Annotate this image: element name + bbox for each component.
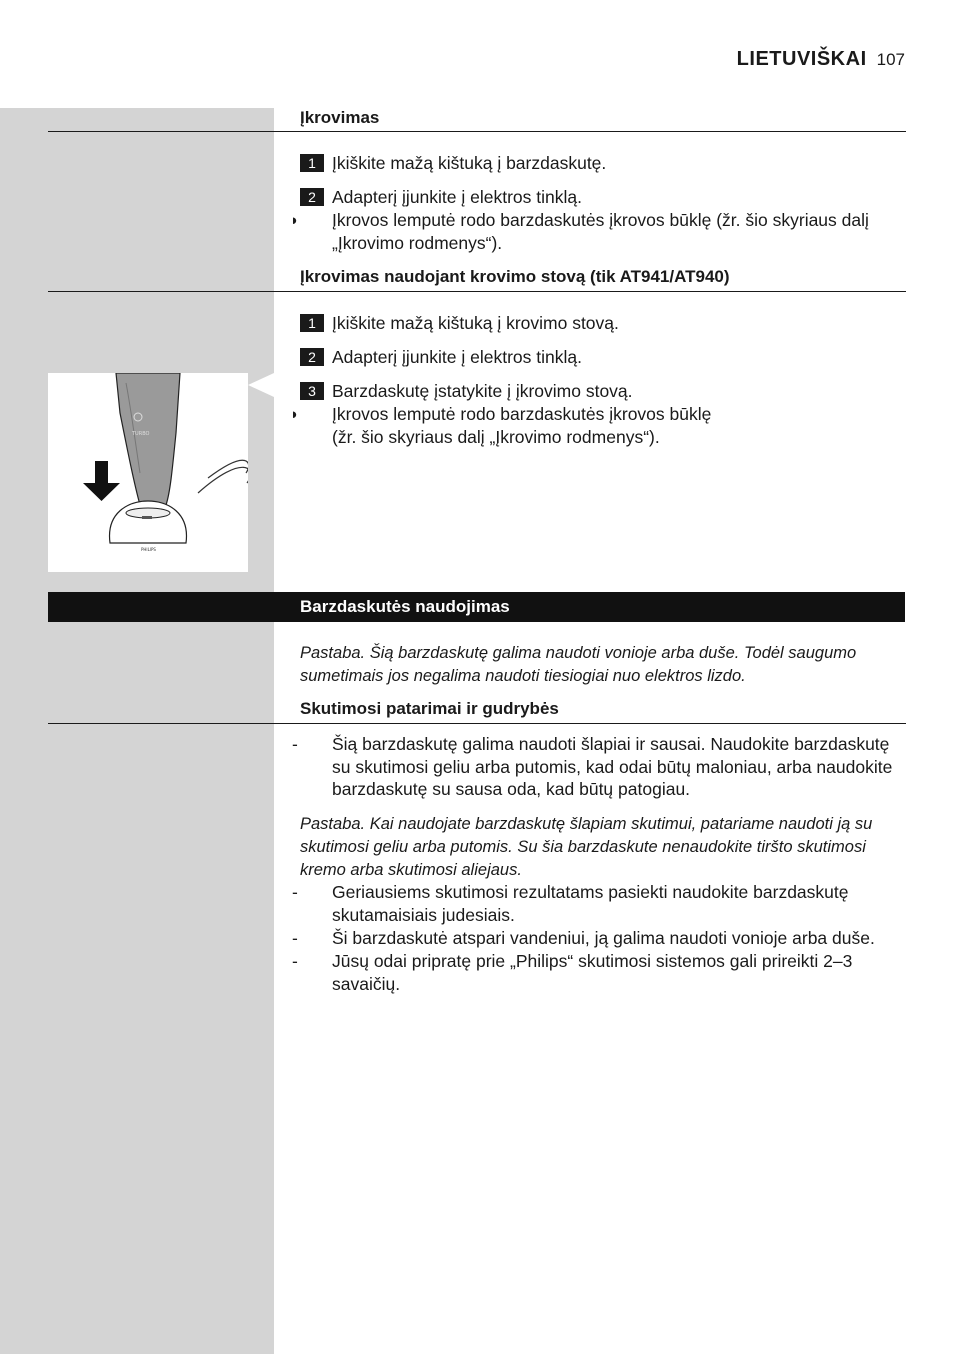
step-3 xyxy=(300,381,633,402)
language-label: LIETUVIŠKAI xyxy=(736,48,867,70)
step-number: 2 xyxy=(300,188,324,206)
section-divider xyxy=(48,723,906,724)
list-item-text: Šią barzdaskutę galima naudoti šlapiai ir sausai. Naudokite barzdaskutę su skutimosi geliu arba putomis, kad odai būtų maloniau, arba naudokite barzdaskutę su sausa oda, kad būtų patogiau. xyxy=(332,734,893,799)
result-bullet-icon: ◗ xyxy=(290,212,300,229)
list-item xyxy=(292,733,907,801)
list-item-text: Geriausiems skutimosi rezultatams pasiekti naudokite barzdaskutę skutamaisiais judesiais. xyxy=(332,882,849,925)
step-text: Barzdaskutę įstatykite į įkrovimo stovą. xyxy=(332,381,633,401)
result-text: Įkrovos lemputė rodo barzdaskutės įkrovos būklę (žr. šio skyriaus dalį „Įkrovimo rodmenys“). xyxy=(332,210,869,253)
page-number: 107 xyxy=(876,50,905,69)
list-item xyxy=(292,927,907,950)
result-bullet xyxy=(290,209,902,255)
step-number: 1 xyxy=(300,154,324,172)
result-text-line1: Įkrovos lemputė rodo barzdaskutės įkrovos būklę xyxy=(332,404,712,424)
step-number: 2 xyxy=(300,348,324,366)
step-number: 1 xyxy=(300,314,324,332)
step-text: Įkiškite mažą kištuką į krovimo stovą. xyxy=(332,313,619,333)
section-divider xyxy=(48,131,906,132)
dash-mark: - xyxy=(292,734,298,754)
step-1 xyxy=(300,153,606,174)
shaver-in-charging-stand-icon xyxy=(48,373,248,572)
step-text: Įkiškite mažą kištuką į barzdaskutę. xyxy=(332,153,607,173)
section-title-usage: Barzdaskutės naudojimas xyxy=(300,597,510,616)
list-item xyxy=(292,881,907,926)
left-gray-margin xyxy=(0,108,274,1354)
step-text: Adapterį įjunkite į elektros tinklą. xyxy=(332,347,582,367)
tips-note: Pastaba. Kai naudojate barzdaskutę šlapiam skutimui, patariame naudoti ją su skutimosi geliu arba putomis. Su šia barzdaskute nenaudokite tiršto skutimosi kremo arba skutimosi aliejaus. xyxy=(300,815,873,879)
svg-text:PHILIPS: PHILIPS xyxy=(141,547,156,552)
list-item xyxy=(292,950,872,995)
step-number: 3 xyxy=(300,382,324,400)
section-title-stand-charging: Įkrovimas naudojant krovimo stovą (tik AT941/AT940) xyxy=(300,267,730,286)
result-bullet xyxy=(290,403,902,449)
step-2 xyxy=(300,347,582,368)
dash-mark: - xyxy=(292,951,298,971)
result-bullet-icon: ◗ xyxy=(290,406,300,423)
dash-mark: - xyxy=(292,882,298,902)
list-item-text: Ši barzdaskutė atspari vandeniui, ją galima naudoti vonioje arba duše. xyxy=(332,928,875,948)
page-header xyxy=(737,48,905,71)
step-text: Adapterį įjunkite į elektros tinklą. xyxy=(332,187,582,207)
svg-text:TURBO: TURBO xyxy=(132,431,150,437)
shaver-stand-illustration xyxy=(48,373,248,572)
step-2 xyxy=(300,187,582,208)
dash-mark: - xyxy=(292,928,298,948)
usage-note: Pastaba. Šią barzdaskutę galima naudoti vonioje arba duše. Todėl saugumo sumetimais jos negalima naudoti tiesiogiai nuo elektros lizdo. xyxy=(300,644,857,685)
step-1 xyxy=(300,313,619,334)
illustration-pointer xyxy=(248,373,274,397)
section-title-charging: Įkrovimas xyxy=(300,108,380,127)
list-item-text: Jūsų odai pripratę prie „Philips“ skutimosi sistemos gali prireikti 2–3 savaičių. xyxy=(332,951,853,994)
section-divider xyxy=(48,291,906,292)
section-title-tips: Skutimosi patarimai ir gudrybės xyxy=(300,699,559,718)
result-text-line2: (žr. šio skyriaus dalį „Įkrovimo rodmenys“). xyxy=(332,427,660,447)
